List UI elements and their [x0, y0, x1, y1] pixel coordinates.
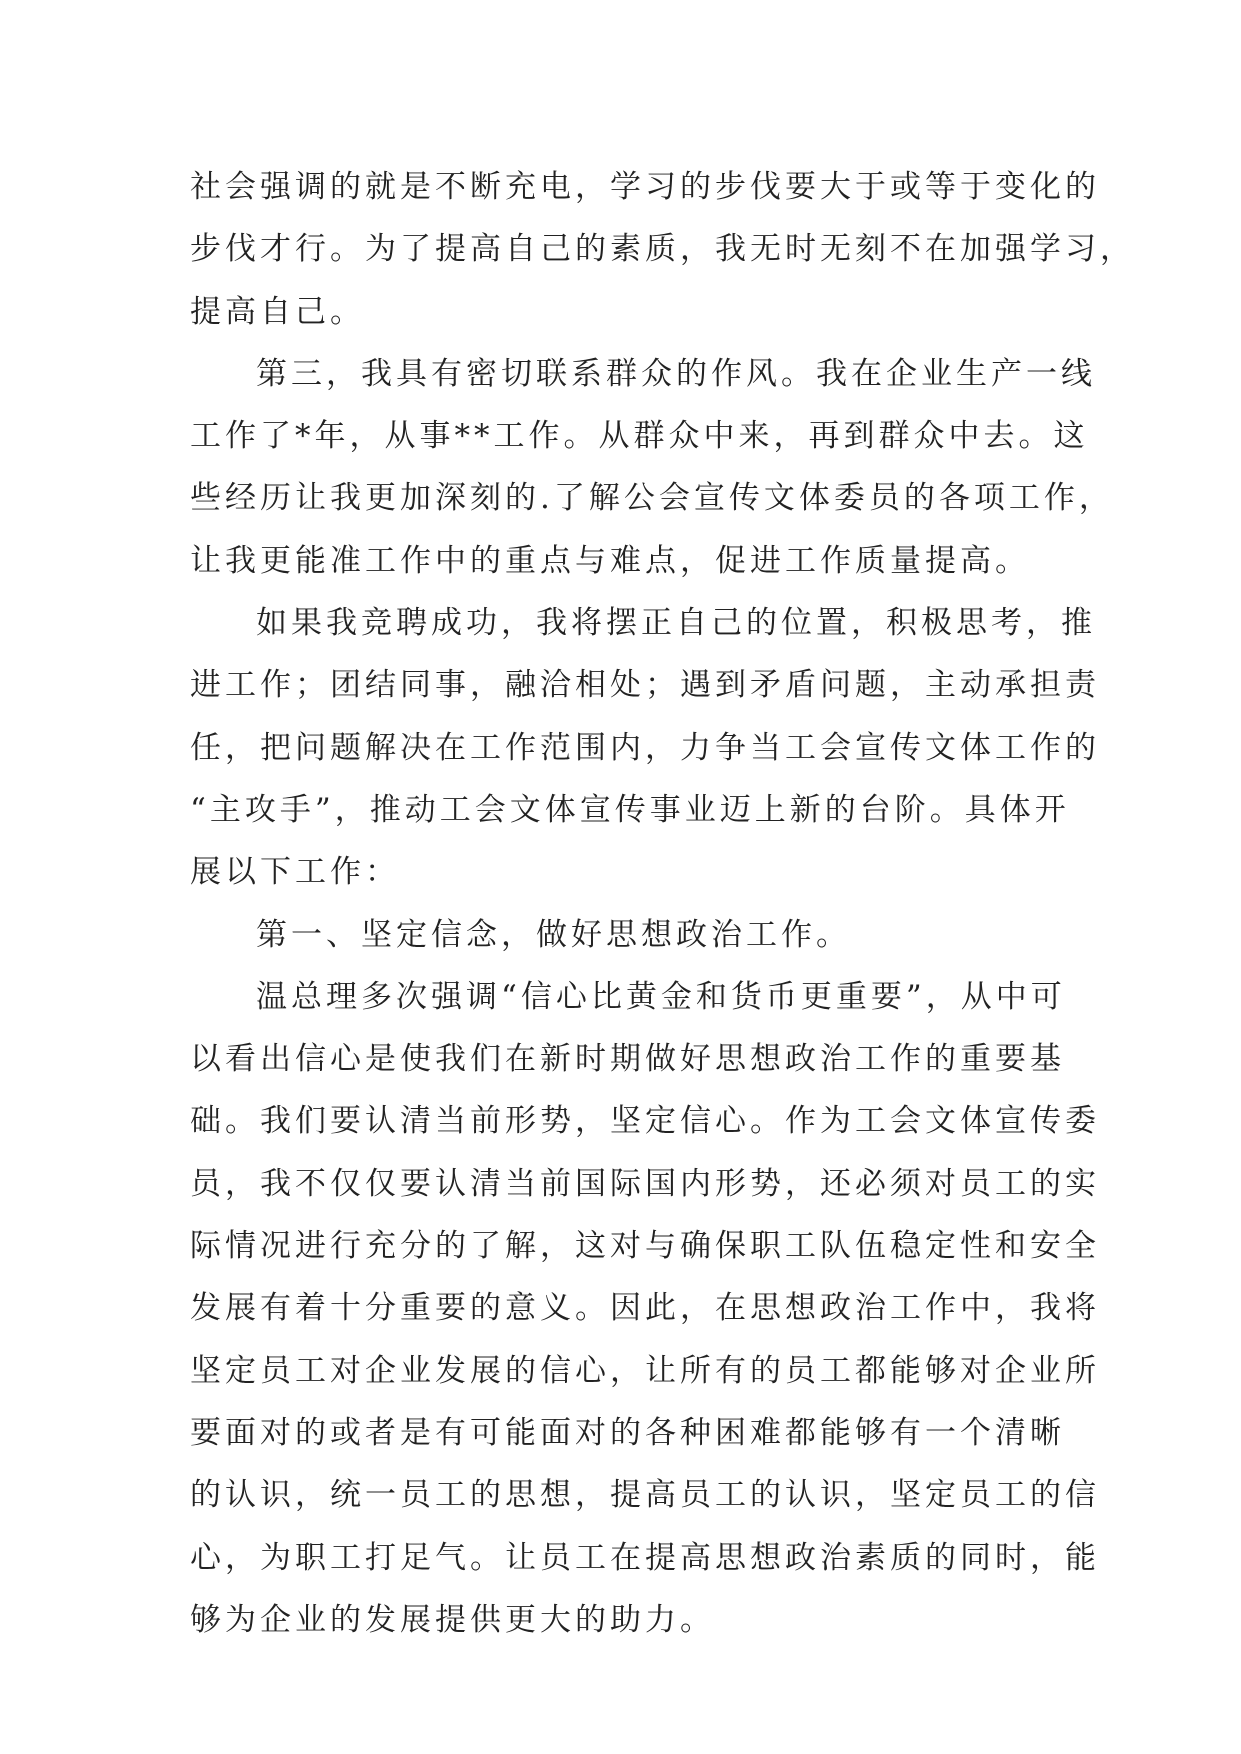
text-line: 际情况进行充分的了解，这对与确保职工队伍稳定性和安全 — [190, 1228, 1100, 1265]
document-body — [190, 156, 1135, 1651]
text-line: 以看出信心是使我们在新时期做好思想政治工作的重要基 — [190, 1041, 1065, 1078]
text-line: 员，我不仅仅要认清当前国际国内形势，还必须对员工的实 — [190, 1165, 1100, 1202]
paragraph-first-line: 如果我竞聘成功，我将摆正自己的位置，积极思考，推 — [256, 605, 1096, 642]
text-line: 发展有着十分重要的意义。因此，在思想政治工作中，我将 — [190, 1290, 1100, 1327]
text-line: 够为企业的发展提供更大的助力。 — [190, 1601, 715, 1638]
text-line: “主攻手”，推动工会文体宣传事业迈上新的台阶。具体开 — [190, 791, 1070, 828]
text-line: 任，把问题解决在工作范围内，力争当工会宣传文体工作的 — [190, 729, 1100, 766]
text-line: 些经历让我更加深刻的.了解公会宣传文体委员的各项工作， — [190, 480, 1114, 517]
paragraph-first-line: 温总理多次强调“信心比黄金和货币更重要”，从中可 — [256, 978, 1066, 1015]
paragraph-first-line: 第三，我具有密切联系群众的作风。我在企业生产一线 — [256, 355, 1096, 392]
text-line: 工作了*年，从事**工作。从群众中来，再到群众中去。这 — [190, 418, 1089, 455]
text-line: 步伐才行。为了提高自己的素质，我无时无刻不在加强学习， — [190, 231, 1135, 268]
text-line: 心，为职工打足气。让员工在提高思想政治素质的同时，能 — [190, 1539, 1100, 1576]
text-line: 展以下工作： — [190, 854, 400, 891]
text-line: 让我更能准工作中的重点与难点，促进工作质量提高。 — [190, 542, 1030, 579]
section-heading: 第一、坚定信念，做好思想政治工作。 — [256, 916, 851, 953]
text-line: 社会强调的就是不断充电，学习的步伐要大于或等于变化的 — [190, 169, 1100, 205]
text-line: 础。我们要认清当前形势，坚定信心。作为工会文体宣传委 — [190, 1103, 1100, 1140]
text-line: 要面对的或者是有可能面对的各种困难都能够有一个清晰 — [190, 1414, 1065, 1451]
text-line: 提高自己。 — [190, 293, 365, 330]
text-line: 的认识，统一员工的思想，提高员工的认识，坚定员工的信 — [190, 1477, 1100, 1514]
text-line: 坚定员工对企业发展的信心，让所有的员工都能够对企业所 — [190, 1352, 1100, 1389]
text-line: 进工作；团结同事，融洽相处；遇到矛盾问题，主动承担责 — [190, 667, 1100, 704]
